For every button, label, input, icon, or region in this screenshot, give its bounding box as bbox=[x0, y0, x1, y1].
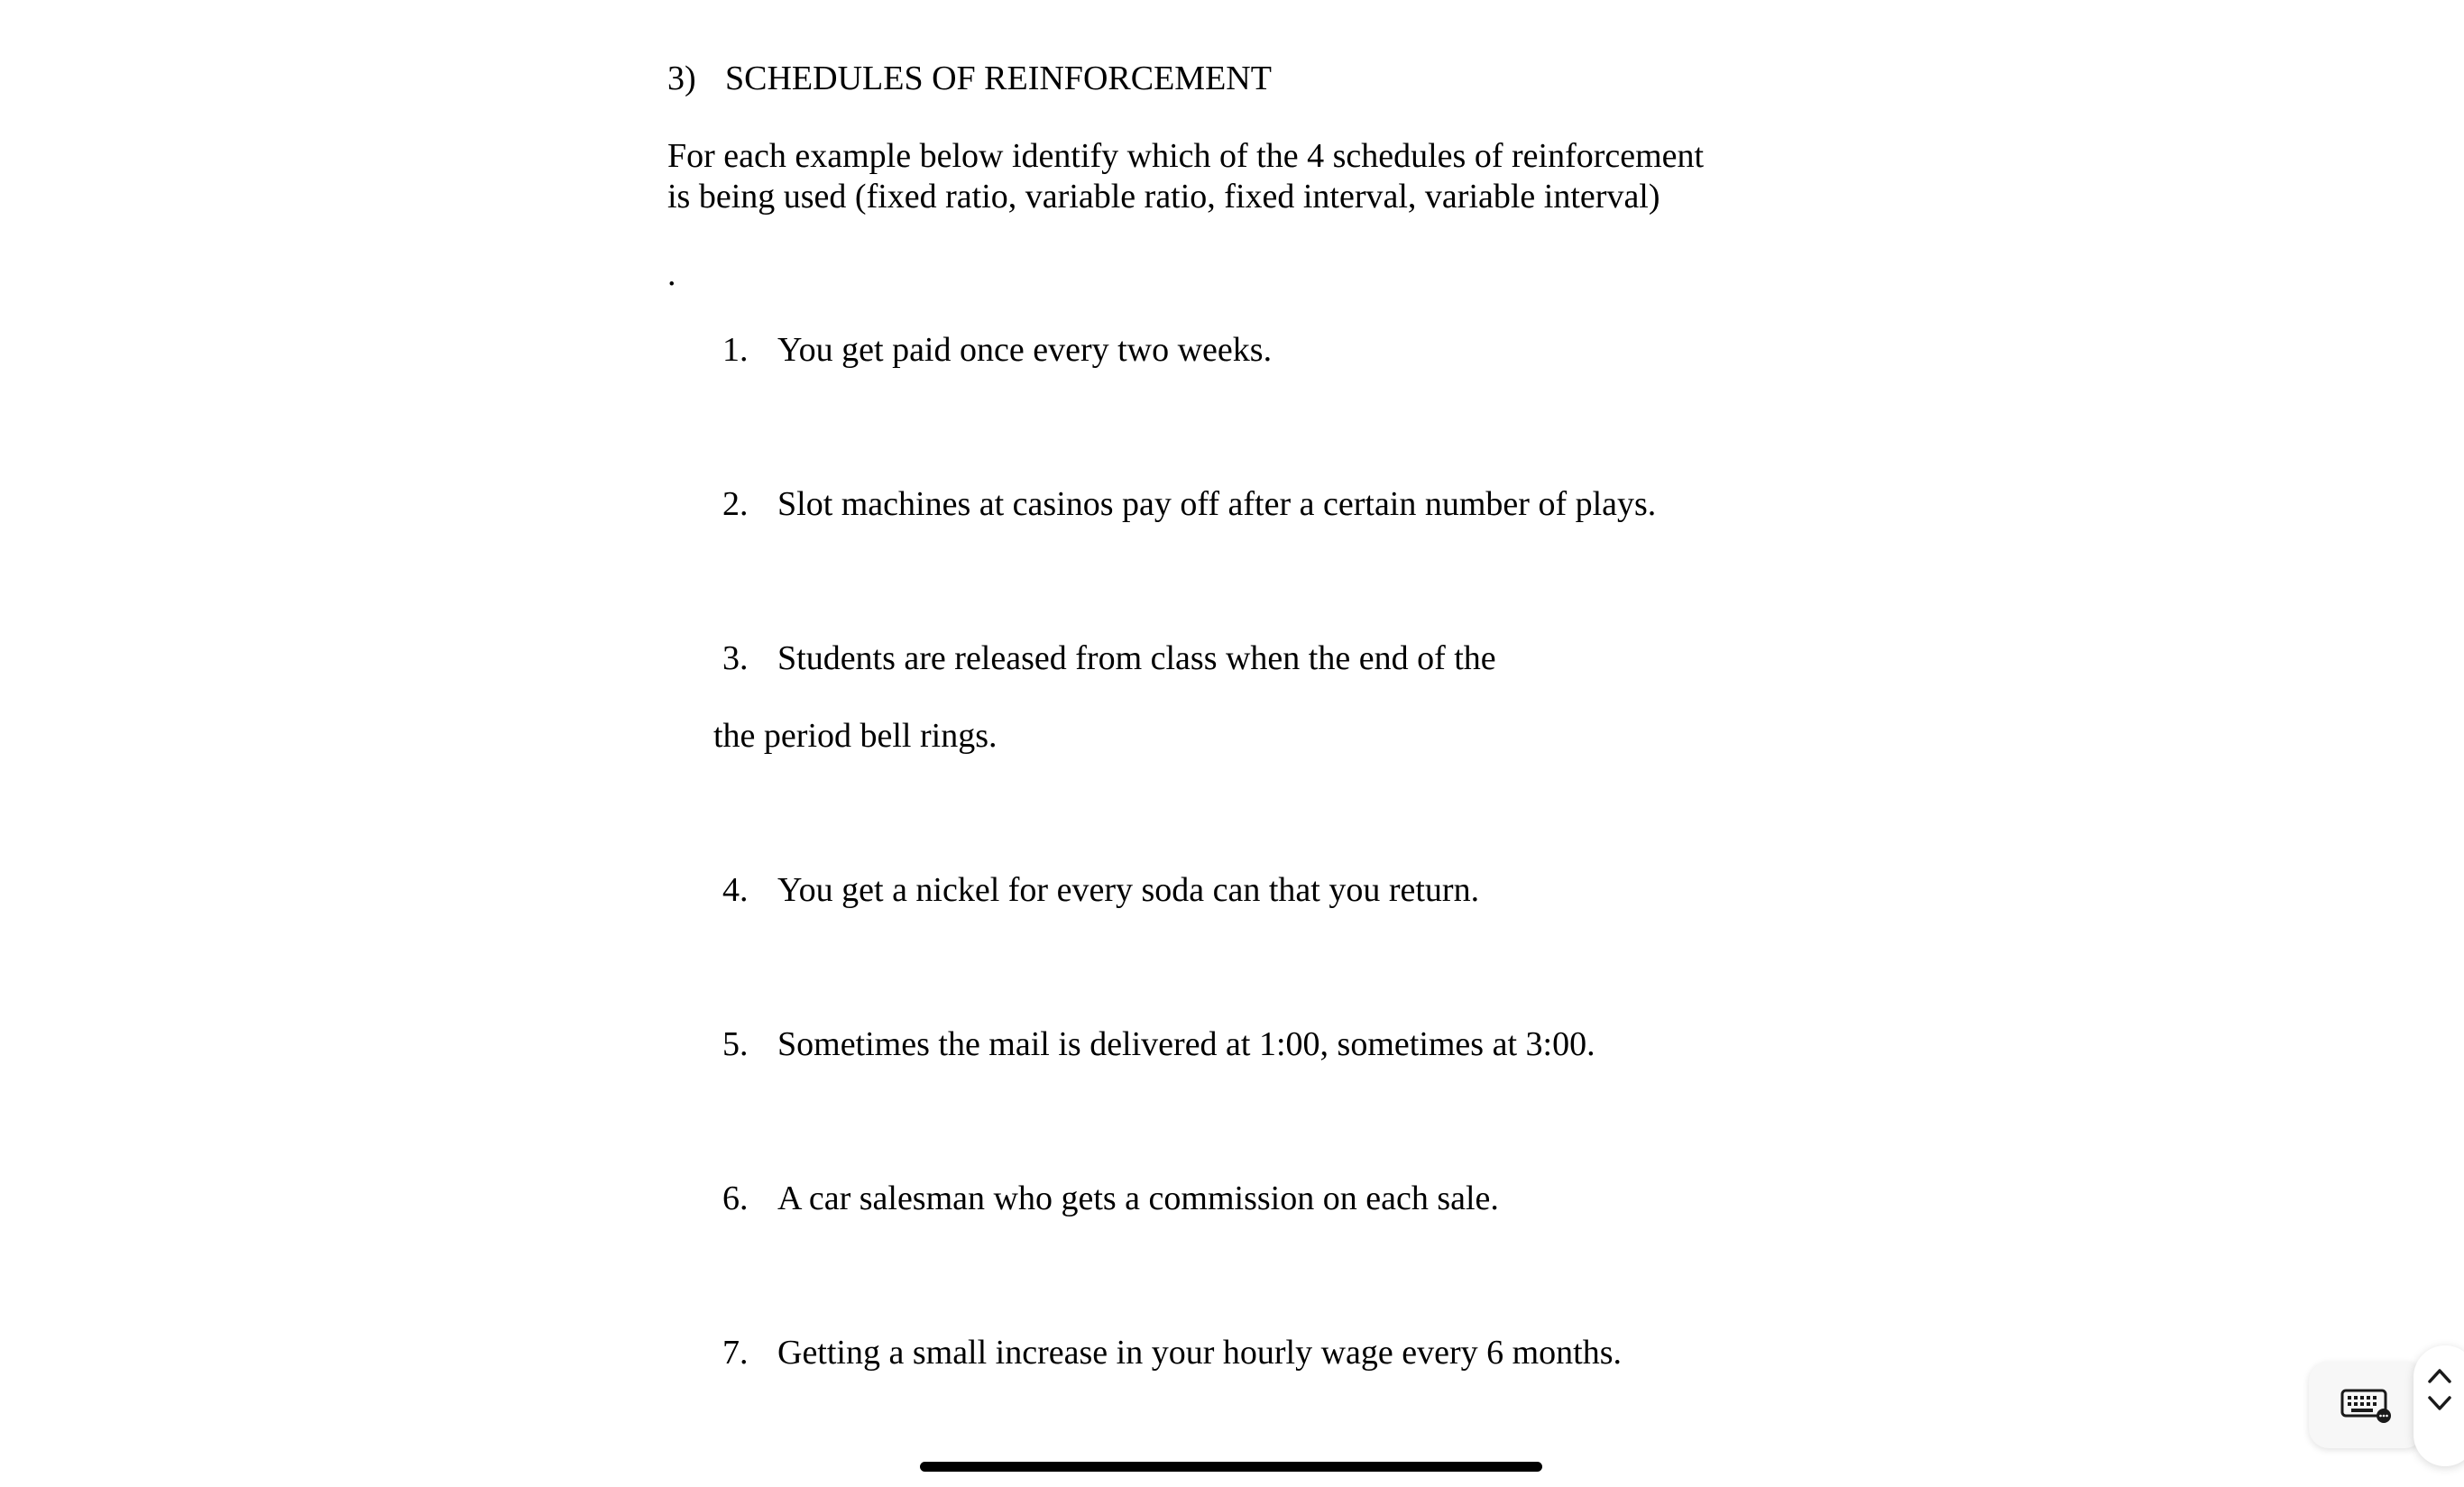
item-number: 6. bbox=[722, 1180, 749, 1217]
item-text: A car salesman who gets a commission on each sale. bbox=[777, 1180, 1499, 1217]
instructions-line-1: For each example below identify which of the 4 schedules of reinforcement bbox=[667, 137, 1705, 175]
item-text: Sometimes the mail is delivered at 1:00, sometimes at 3:00. bbox=[777, 1025, 1595, 1063]
item-number: 1. bbox=[722, 331, 749, 369]
chevron-down-icon[interactable] bbox=[2426, 1392, 2453, 1414]
keyboard-icon bbox=[2340, 1387, 2393, 1423]
section-number: 3) bbox=[667, 60, 696, 97]
item-number: 7. bbox=[722, 1334, 749, 1372]
section-title: SCHEDULES OF REINFORCEMENT bbox=[725, 60, 1272, 97]
chevron-up-icon[interactable] bbox=[2426, 1365, 2453, 1387]
instructions-line-2: is being used (fixed ratio, variable ratio, fixed interval, variable interval) bbox=[667, 178, 1660, 216]
item-number: 5. bbox=[722, 1025, 749, 1063]
stray-dot: . bbox=[667, 255, 676, 293]
item-number: 2. bbox=[722, 485, 749, 523]
item-text-continuation: the period bell rings. bbox=[713, 717, 998, 755]
item-number: 3. bbox=[722, 639, 749, 677]
item-text: Slot machines at casinos pay off after a certain number of plays. bbox=[777, 485, 1657, 523]
item-text: You get a nickel for every soda can that you return. bbox=[777, 871, 1480, 909]
keyboard-button[interactable] bbox=[2309, 1362, 2424, 1448]
item-text: Students are released from class when the end of the bbox=[777, 639, 1496, 677]
item-number: 4. bbox=[722, 871, 749, 909]
item-text: You get paid once every two weeks. bbox=[777, 331, 1273, 369]
home-indicator[interactable] bbox=[920, 1462, 1542, 1472]
item-text: Getting a small increase in your hourly wage every 6 months. bbox=[777, 1334, 1623, 1372]
